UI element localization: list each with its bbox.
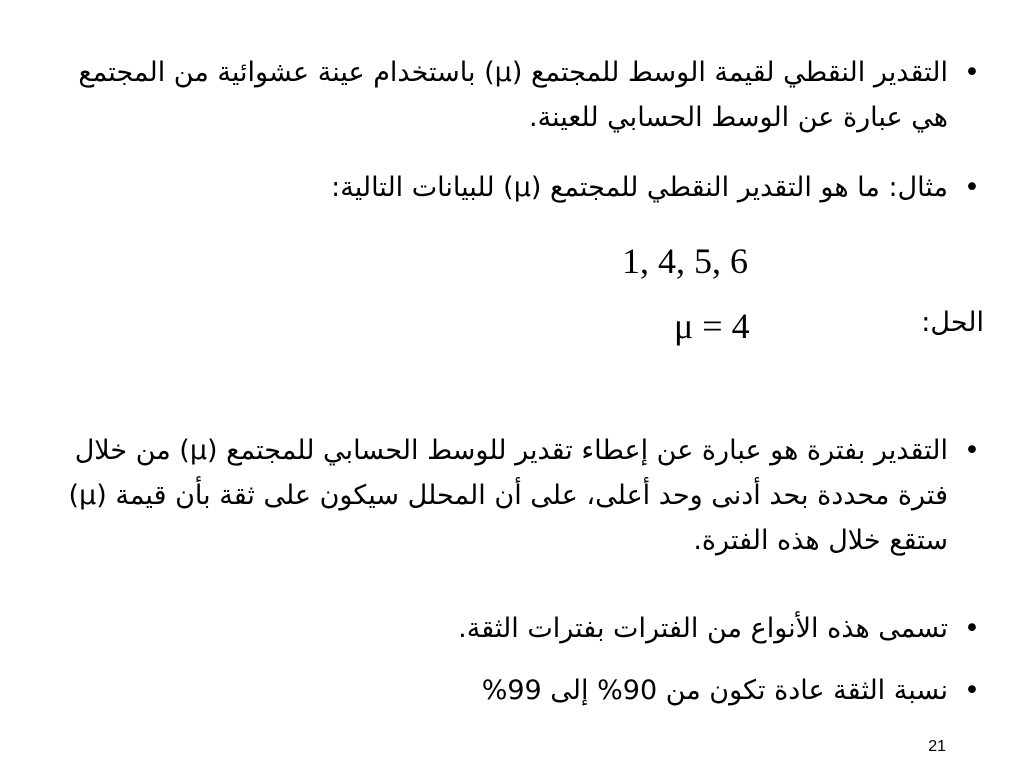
example-data: 1, 4, 5, 6: [622, 241, 748, 281]
bullet-point-estimate: [44, 50, 984, 140]
bullet-marker: •: [964, 435, 980, 466]
bullet-marker: •: [964, 675, 980, 706]
bullet-text: تسمى هذه الأنواع من الفترات بفترات الثقة.: [458, 613, 948, 644]
bullet-text: مثال: ما هو التقدير النقطي للمجتمع (μ) للبيانات التالية:: [331, 172, 948, 203]
bullet-example: [44, 165, 984, 210]
bullet-interval-estimate: [44, 428, 984, 563]
solution-value: μ = 4: [674, 306, 750, 346]
bullet-confidence-level: [44, 668, 984, 713]
bullet-marker: •: [964, 613, 980, 644]
page-number: 21: [928, 738, 946, 755]
bullet-marker: •: [964, 172, 980, 203]
bullet-text: التقدير بفترة هو عبارة عن إعطاء تقدير للوسط الحسابي للمجتمع (μ) من خلال فترة محددة بحد أدنى وحد أعلى، على أن المحلل سيكون على ثقة بأن قيمة (μ) ستقع خلال هذه الفترة.: [68, 435, 948, 556]
bullet-text: نسبة الثقة عادة تكون من 90% إلى 99%: [481, 675, 948, 706]
bullet-confidence-intervals: [44, 606, 984, 651]
bullet-marker: •: [964, 57, 980, 88]
solution-label: الحل:: [921, 307, 984, 338]
bullet-text: التقدير النقطي لقيمة الوسط للمجتمع (μ) باستخدام عينة عشوائية من المجتمع هي عبارة عن الوسط الحسابي للعينة.: [78, 57, 948, 133]
